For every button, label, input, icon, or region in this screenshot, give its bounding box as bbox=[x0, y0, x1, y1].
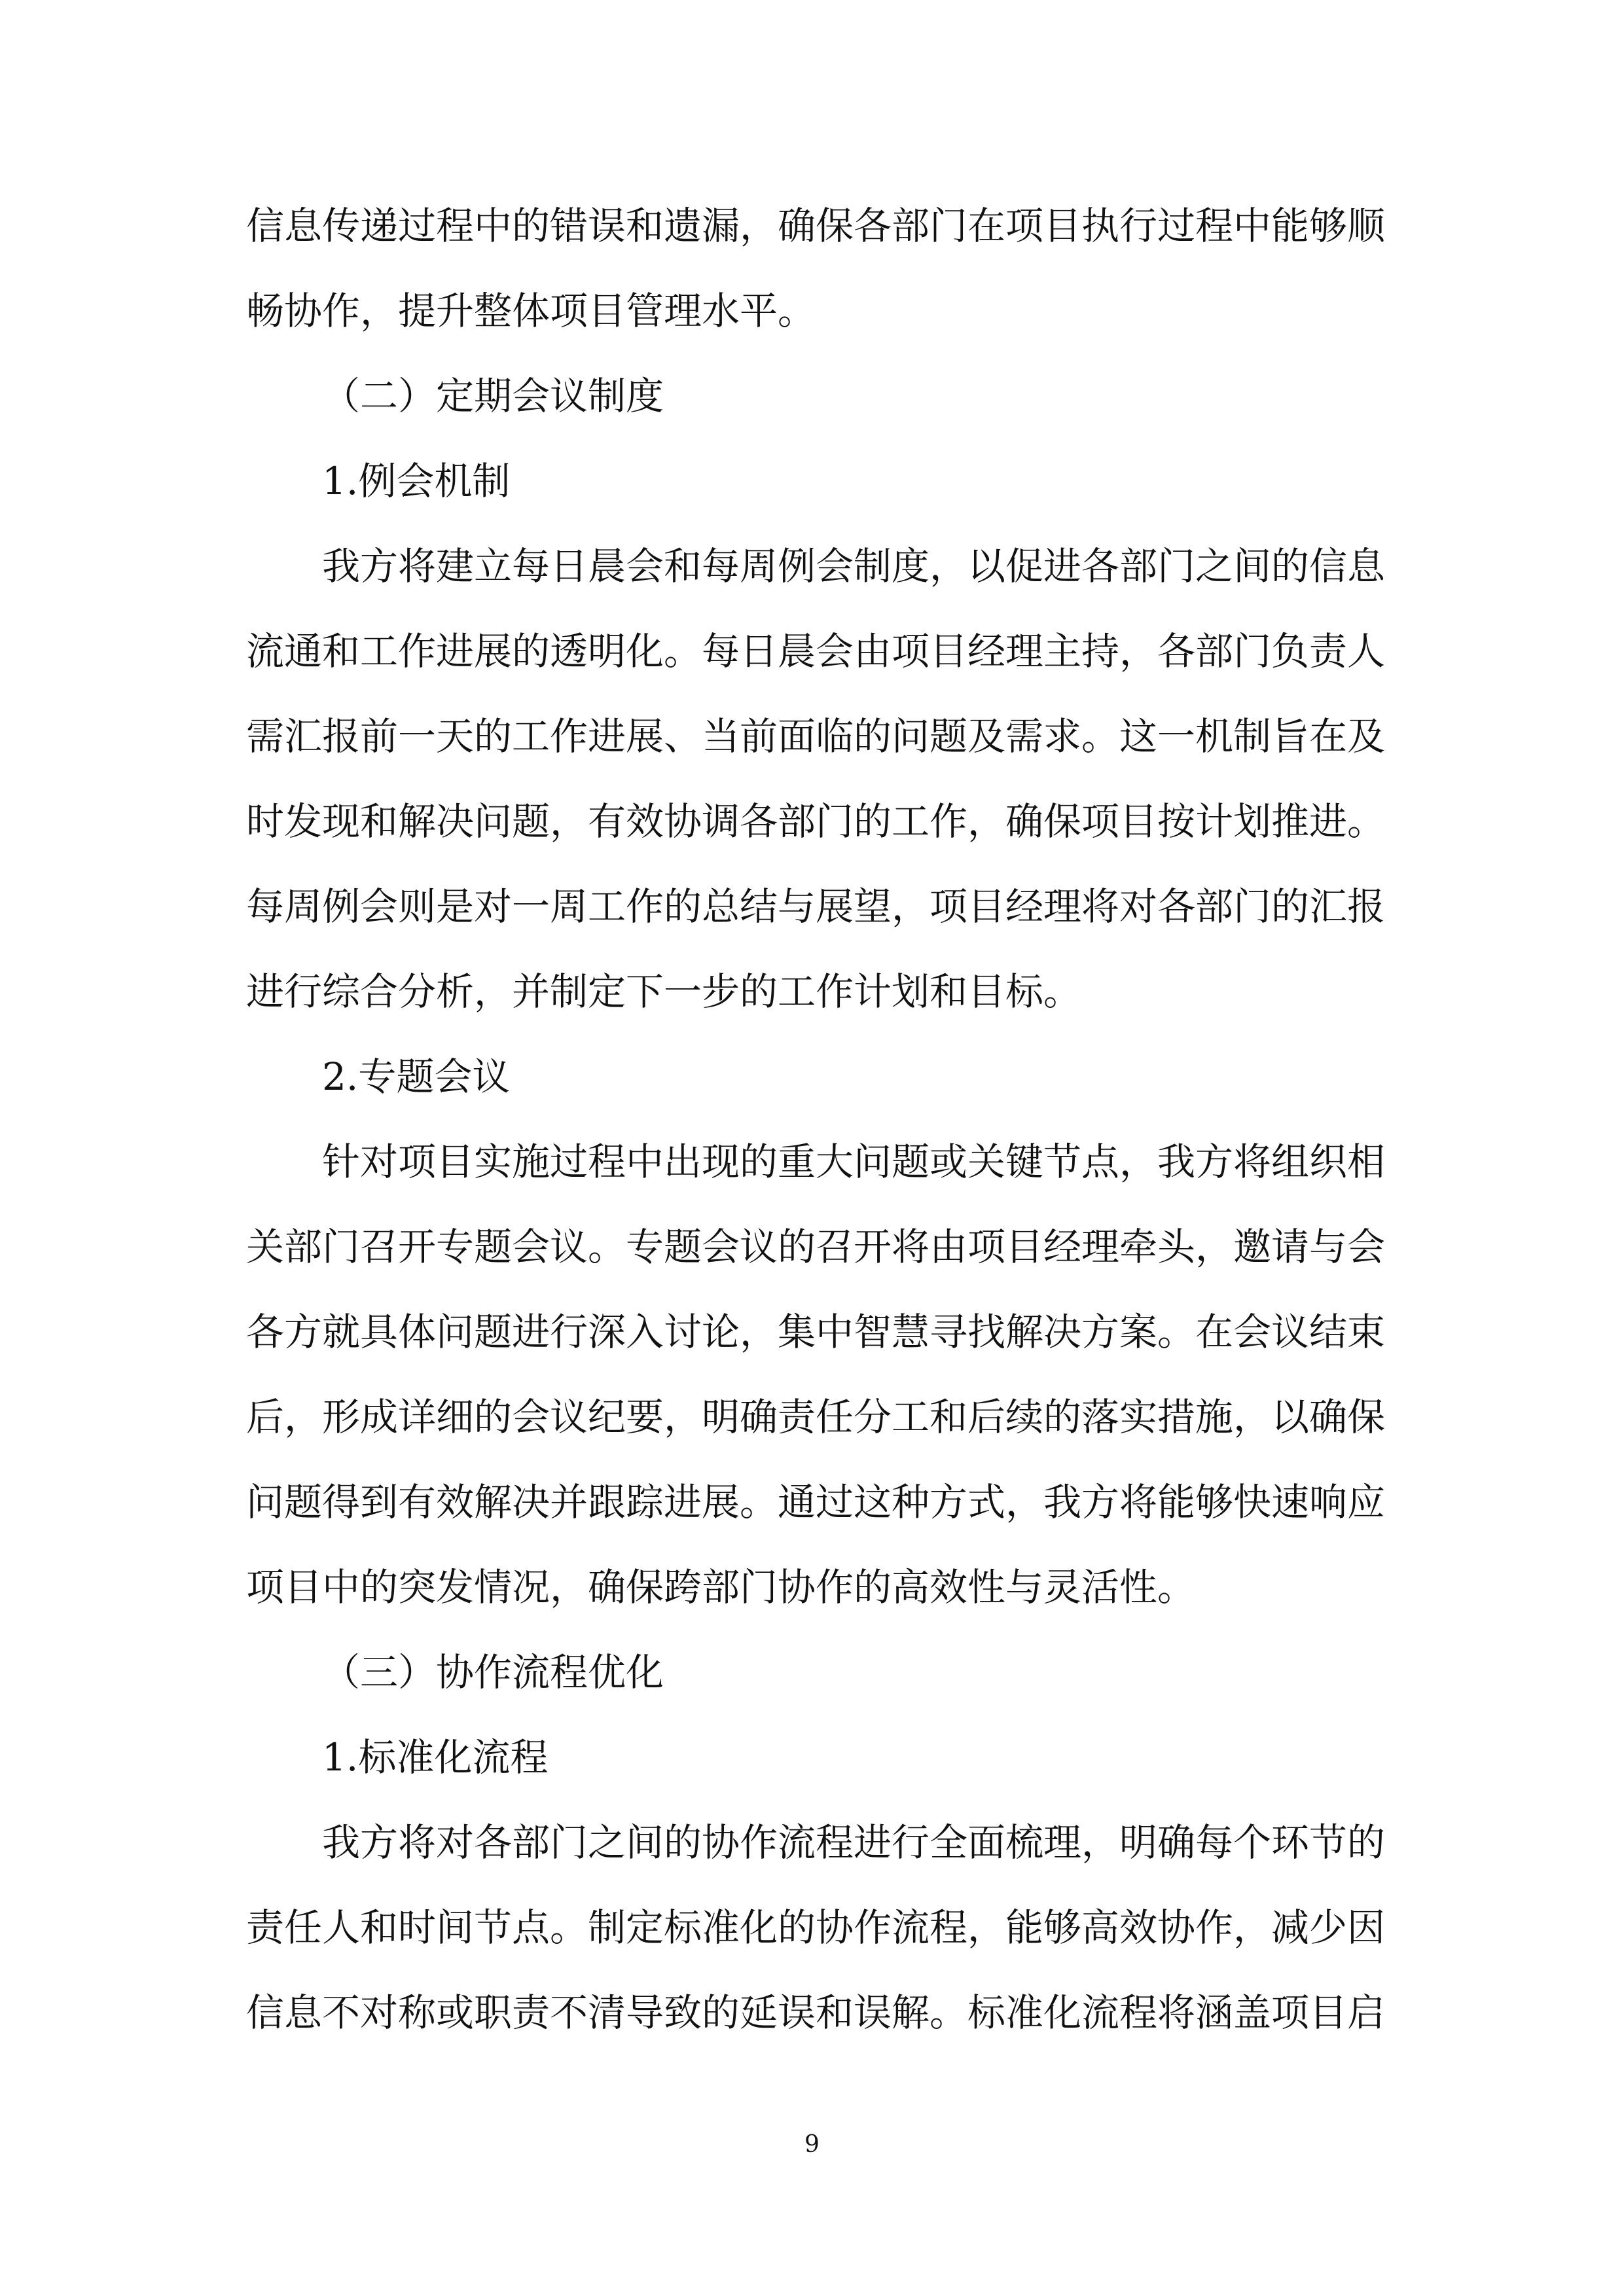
paragraph-line: 问题得到有效解决并跟踪进展。通过这种方式，我方将能够快速响应 bbox=[246, 1480, 1386, 1524]
subsection-heading: 1.标准化流程 bbox=[322, 1735, 549, 1780]
section-heading: （三）协作流程优化 bbox=[322, 1650, 664, 1695]
paragraph-line: 流通和工作进展的透明化。每日晨会由项目经理主持，各部门负责人 bbox=[246, 629, 1386, 673]
paragraph-line: 责任人和时间节点。制定标准化的协作流程，能够高效协作，减少因 bbox=[246, 1905, 1386, 1950]
paragraph-line: 进行综合分析，并制定下一步的工作计划和目标。 bbox=[246, 969, 1082, 1014]
subsection-heading: 1.例会机制 bbox=[322, 459, 511, 503]
section-heading: （二）定期会议制度 bbox=[322, 374, 664, 418]
paragraph-line: 每周例会则是对一周工作的总结与展望，项目经理将对各部门的汇报 bbox=[246, 884, 1386, 929]
paragraph-line: 我方将对各部门之间的协作流程进行全面梳理，明确每个环节的 bbox=[322, 1820, 1386, 1865]
paragraph-line: 我方将建立每日晨会和每周例会制度，以促进各部门之间的信息 bbox=[322, 544, 1386, 588]
paragraph-line: 项目中的突发情况，确保跨部门协作的高效性与灵活性。 bbox=[246, 1565, 1196, 1609]
paragraph-line: 针对项目实施过程中出现的重大问题或关键节点，我方将组织相 bbox=[322, 1139, 1386, 1184]
paragraph-line: 关部门召开专题会议。专题会议的召开将由项目经理牵头，邀请与会 bbox=[246, 1225, 1386, 1269]
paragraph-line: 后，形成详细的会议纪要，明确责任分工和后续的落实措施，以确保 bbox=[246, 1395, 1386, 1439]
subsection-heading: 2.专题会议 bbox=[322, 1054, 511, 1099]
paragraph-line: 需汇报前一天的工作进展、当前面临的问题及需求。这一机制旨在及 bbox=[246, 714, 1386, 759]
page-number: 9 bbox=[804, 2131, 820, 2158]
paragraph-line: 各方就具体问题进行深入讨论，集中智慧寻找解决方案。在会议结束 bbox=[246, 1310, 1386, 1354]
paragraph-line: 信息传递过程中的错误和遗漏，确保各部门在项目执行过程中能够顺 bbox=[246, 204, 1386, 248]
paragraph-line: 信息不对称或职责不清导致的延误和误解。标准化流程将涵盖项目启 bbox=[246, 1990, 1386, 2035]
paragraph-line: 时发现和解决问题，有效协调各部门的工作，确保项目按计划推进。 bbox=[246, 799, 1386, 844]
paragraph-line: 畅协作，提升整体项目管理水平。 bbox=[246, 289, 816, 333]
